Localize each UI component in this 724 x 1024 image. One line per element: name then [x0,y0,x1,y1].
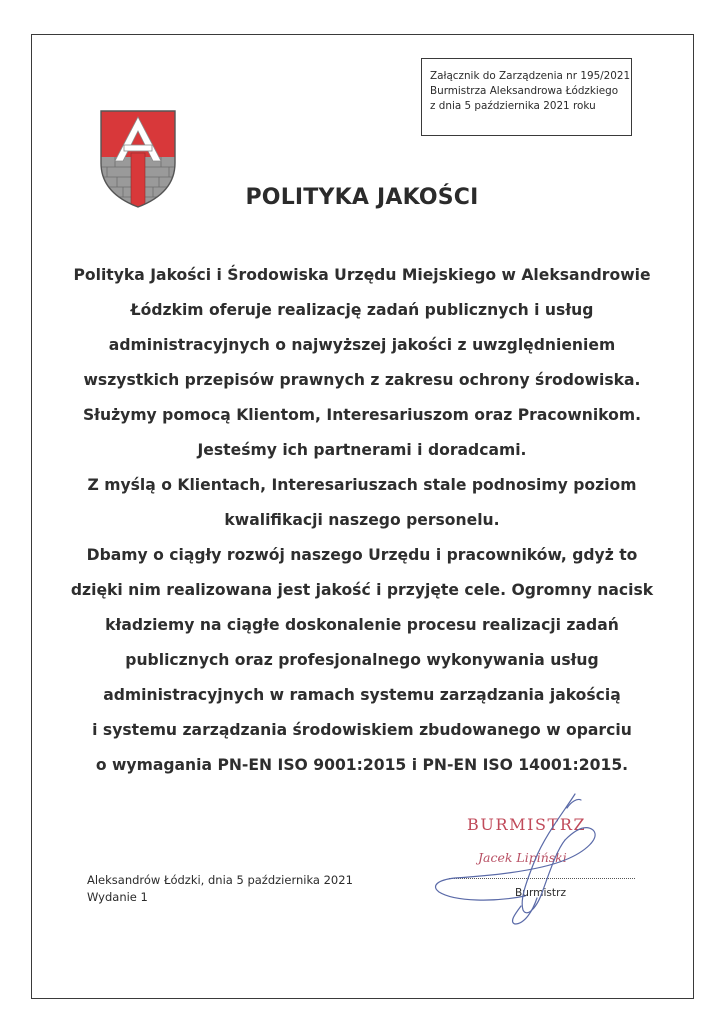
policy-line: administracyjnych w ramach systemu zarządzania jakością [103,686,621,704]
annex-line-1: Załącznik do Zarządzenia nr 195/2021 [430,70,631,82]
policy-line: publicznych oraz profesjonalnego wykonywania usług [125,651,599,669]
policy-line: kładziemy na ciągłe doskonalenie procesu realizacji zadań [105,616,619,634]
policy-text [60,258,664,783]
stamp-name: Jacek Lipiński [478,850,567,865]
policy-line: o wymagania PN-EN ISO 9001:2015 i PN-EN ISO 14001:2015. [95,756,629,774]
policy-line: Służymy pomocą Klientom, Interesariuszom oraz Pracownikom. [82,406,642,424]
policy-line: Z myślą o Klientach, Interesariuszach stale podnosimy poziom [87,476,637,494]
place-date: Aleksandrów Łódzki, dnia 5 października 2021 [87,873,353,887]
annex-line-3: z dnia 5 października 2021 roku [430,100,596,112]
edition-label: Wydanie 1 [87,890,148,904]
annex-line-2: Burmistrza Aleksandrowa Łódzkiego [430,85,619,97]
page-title: POLITYKA JAKOŚCI [245,185,479,210]
policy-line: administracyjnych o najwyższej jakości z uwzględnieniem [108,336,616,354]
policy-line: i systemu zarządzania środowiskiem zbudowanego w oparciu [92,721,632,739]
signature-line [449,878,635,879]
policy-line: Jesteśmy ich partnerami i doradcami. [197,441,527,459]
policy-line: Łódzkim oferuje realizację zadań publicznych i usług [130,301,594,319]
signature-caption: Burmistrz [515,887,567,899]
annex-note [421,58,632,136]
issue-info [87,872,353,906]
policy-line: kwalifikacji naszego personelu. [224,511,500,529]
stamp-title: BURMISTRZ [467,815,587,834]
policy-line: Dbamy o ciągły rozwój naszego Urzędu i pracowników, gdyż to [86,546,638,564]
policy-line: wszystkich przepisów prawnych z zakresu ochrony środowiska. [83,371,641,389]
policy-line: dzięki nim realizowana jest jakość i przyjęte cele. Ogromny nacisk [70,581,654,599]
policy-line: Polityka Jakości i Środowiska Urzędu Miejskiego w Aleksandrowie [73,266,651,284]
